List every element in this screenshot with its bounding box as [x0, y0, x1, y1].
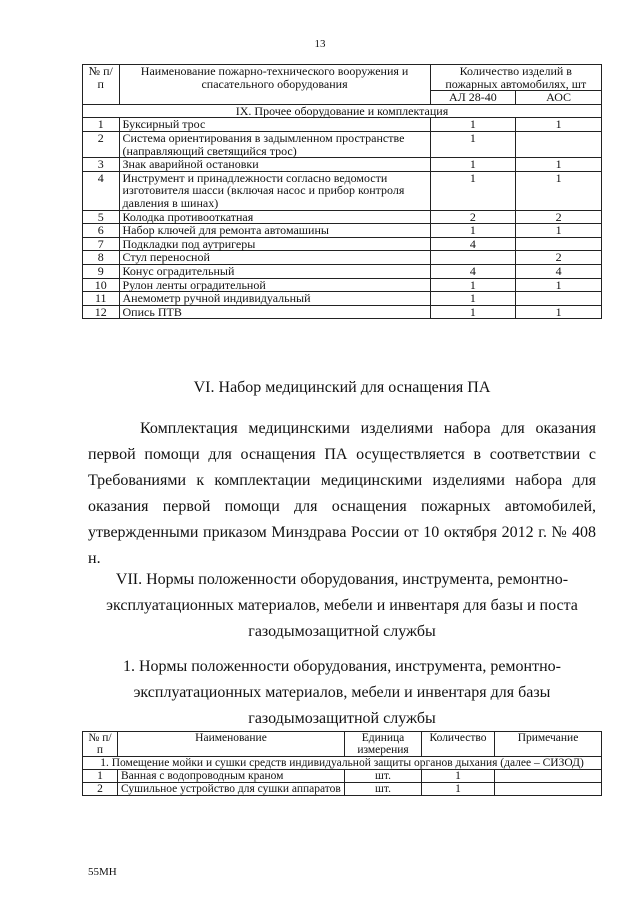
section-6-paragraph: Комплектация медицинскими изделиями набора для оказания первой помощи для оснащения ПА осуществляется в соответствии с Требованиями к комплектации медицинскими изделиями набора для оказания первой помощи для оснащения пожарных автомобилей, утвержденными приказом Минздрава России от 10 октября 2012 г. № 408 н.: [88, 420, 596, 567]
table-cell: шт.: [345, 783, 422, 796]
table-cell: Набор ключей для ремонта автомашины: [119, 224, 430, 238]
table-cell: 7: [83, 237, 120, 251]
table-row: [83, 131, 602, 157]
table-cell: 1: [516, 278, 602, 292]
table-cell: 1: [430, 131, 516, 157]
table-cell: 2: [83, 783, 118, 796]
table-header-row: [83, 732, 602, 757]
table-cell: 1: [516, 224, 602, 238]
table-cell: Стул переносной: [119, 251, 430, 265]
table-row: [83, 224, 602, 238]
table-cell: 11: [83, 292, 120, 306]
table-cell: 4: [83, 171, 120, 210]
table-cell: 4: [430, 237, 516, 251]
table-row: [83, 292, 602, 306]
table-cell: 1: [516, 171, 602, 210]
table-cell: 3: [83, 158, 120, 172]
table-cell: 1: [430, 158, 516, 172]
equipment-table-body: [83, 118, 602, 319]
table-cell: Анемометр ручной индивидуальный: [119, 292, 430, 306]
table-cell: [495, 770, 602, 783]
table-cell: 6: [83, 224, 120, 238]
table-cell: 8: [83, 251, 120, 265]
table-cell: 1: [430, 224, 516, 238]
table-cell: 1: [516, 305, 602, 319]
table-cell: 2: [430, 210, 516, 224]
table-cell: Колодка противооткатная: [119, 210, 430, 224]
section-6-heading: VI. Набор медицинский для оснащения ПА: [193, 379, 491, 396]
table-cell: 1: [516, 158, 602, 172]
table-cell: 1: [516, 118, 602, 132]
table-row: [83, 278, 602, 292]
header-qty: Количество: [422, 732, 495, 757]
table-cell: 5: [83, 210, 120, 224]
table-cell: 4: [430, 264, 516, 278]
table-cell: Инструмент и принадлежности согласно ведомости изготовителя шасси (включая насос и прибор контроля давления в шинах): [119, 171, 430, 210]
section-title: IX. Прочее оборудование и комплектация: [83, 104, 602, 118]
header-name: Наименование: [118, 732, 345, 757]
equipment-table: [82, 64, 602, 319]
table-cell: 1: [422, 770, 495, 783]
table-cell: [516, 131, 602, 157]
header-qty: Количество изделий в пожарных автомобилях, шт: [430, 65, 601, 91]
table-cell: [430, 251, 516, 265]
table-row: [83, 264, 602, 278]
table-row: [83, 210, 602, 224]
header-col-a: АЛ 28-40: [430, 91, 516, 105]
table-cell: 2: [516, 251, 602, 265]
table-cell: 12: [83, 305, 120, 319]
table-cell: Буксирный трос: [119, 118, 430, 132]
header-num: № п/п: [83, 732, 118, 757]
header-name: Наименование пожарно-технического вооружения и спасательного оборудования: [119, 65, 430, 105]
table-cell: Сушильное устройство для сушки аппаратов: [118, 783, 345, 796]
section-title: 1. Помещение мойки и сушки средств индивидуальной защиты органов дыхания (далее – СИЗОД): [83, 757, 602, 770]
table-cell: Система ориентирования в задымленном пространстве (направляющий светящийся трос): [119, 131, 430, 157]
table-cell: 1: [422, 783, 495, 796]
table-cell: 1: [430, 118, 516, 132]
section-7-heading: VII. Нормы положенности оборудования, инструмента, ремонтно-эксплуатационных материалов, мебели и инвентаря для базы и поста газодымозащитной службы: [106, 571, 578, 640]
table-cell: 4: [516, 264, 602, 278]
table-cell: [516, 237, 602, 251]
table-cell: [495, 783, 602, 796]
table-cell: Опись ПТВ: [119, 305, 430, 319]
table-row: [83, 770, 602, 783]
table-cell: 1: [430, 171, 516, 210]
table-row: [83, 305, 602, 319]
table-cell: Знак аварийной остановки: [119, 158, 430, 172]
table-section-row: [83, 757, 602, 770]
table-cell: 2: [516, 210, 602, 224]
table-row: [83, 783, 602, 796]
table-cell: 2: [83, 131, 120, 157]
base-equipment-table-body: [83, 770, 602, 796]
table-row: [83, 251, 602, 265]
section-7-subheading: 1. Нормы положенности оборудования, инструмента, ремонтно-эксплуатационных материалов, мебели и инвентаря для базы газодымозащитной службы: [123, 658, 561, 727]
table-cell: Подкладки под аутригеры: [119, 237, 430, 251]
footer-code: 55МН: [88, 866, 117, 878]
header-num: № п/п: [83, 65, 120, 105]
table-cell: 1: [430, 278, 516, 292]
table-cell: 9: [83, 264, 120, 278]
table-cell: Конус оградительный: [119, 264, 430, 278]
table-cell: 1: [430, 305, 516, 319]
table-cell: [516, 292, 602, 306]
header-col-b: АОС: [516, 91, 602, 105]
table-cell: 1: [83, 770, 118, 783]
base-equipment-table: [82, 731, 602, 796]
table-row: [83, 158, 602, 172]
table-row: [83, 171, 602, 210]
table-row: [83, 237, 602, 251]
header-note: Примечание: [495, 732, 602, 757]
table-cell: 10: [83, 278, 120, 292]
table-section-row: [83, 104, 602, 118]
table-cell: шт.: [345, 770, 422, 783]
table-header-row: [83, 65, 602, 91]
table-row: [83, 118, 602, 132]
page-number: 13: [314, 38, 326, 50]
table-cell: Рулон ленты оградительной: [119, 278, 430, 292]
table-cell: 1: [430, 292, 516, 306]
table-cell: Ванная с водопроводным краном: [118, 770, 345, 783]
table-cell: 1: [83, 118, 120, 132]
header-unit: Единица измерения: [345, 732, 422, 757]
